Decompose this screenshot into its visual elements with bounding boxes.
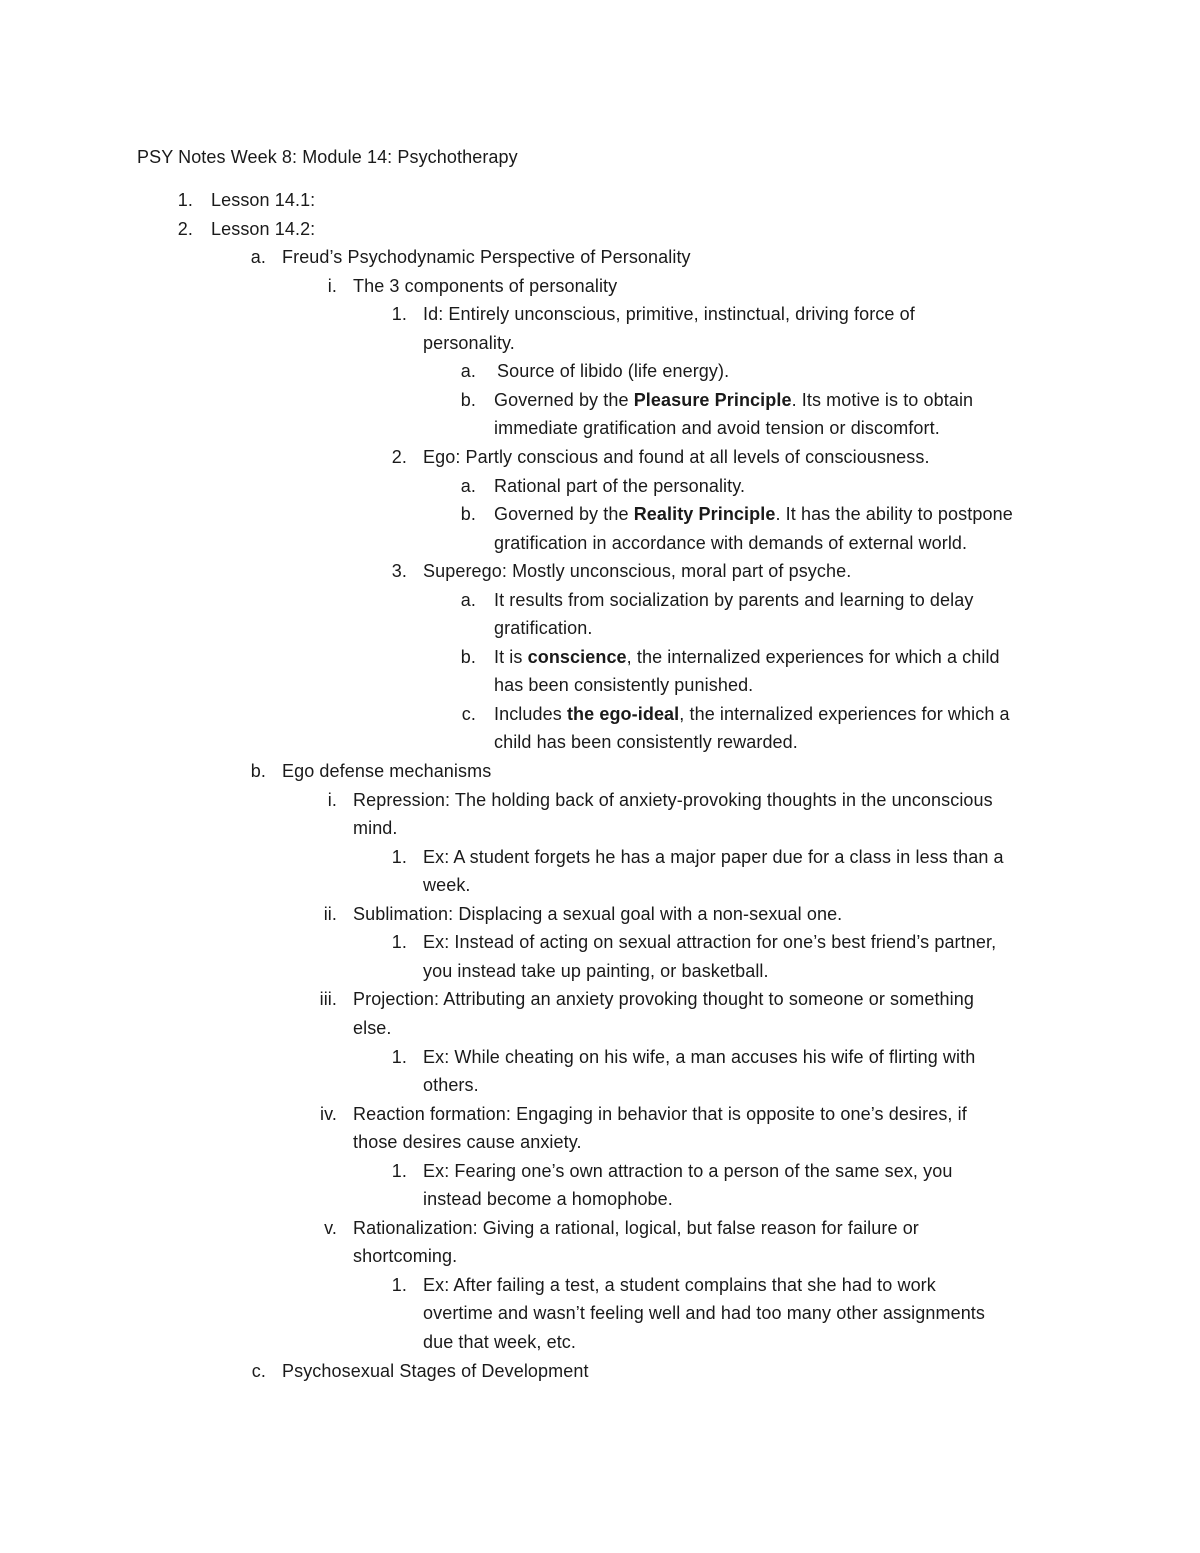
item-text [494, 388, 973, 412]
outline-item [0, 645, 1200, 669]
list-marker: 1. [391, 304, 407, 324]
text-run: Governed by the [494, 504, 634, 524]
list-marker: 1. [391, 1047, 407, 1067]
outline-item [0, 416, 1200, 440]
item-text: you instead take up painting, or basketball. [423, 961, 769, 981]
item-text: others. [423, 1075, 479, 1095]
outline-item [0, 1102, 1200, 1126]
item-text: instead become a homophobe. [423, 1189, 673, 1209]
outline-item [0, 788, 1200, 812]
outline-item [0, 1130, 1200, 1154]
item-text: It results from socialization by parents and learning to delay [494, 590, 974, 610]
item-text: Projection: Attributing an anxiety provoking thought to someone or something [353, 989, 974, 1009]
outline-item [0, 359, 1200, 383]
outline-item [0, 759, 1200, 783]
item-text: Lesson 14.1: [211, 190, 316, 210]
outline-item [0, 1244, 1200, 1268]
list-marker: a. [250, 247, 266, 267]
item-text: week. [423, 875, 471, 895]
outline-item [0, 1359, 1200, 1383]
bold-term: Reality Principle [633, 504, 776, 524]
list-marker: a. [460, 361, 476, 381]
outline-item [0, 331, 1200, 355]
list-marker: i. [327, 790, 337, 810]
item-text: Freud’s Psychodynamic Perspective of Personality [282, 247, 691, 267]
item-text: Ex: A student forgets he has a major paper due for a class in less than a [423, 847, 1004, 867]
outline-item [0, 1330, 1200, 1354]
text-run: Governed by the [494, 390, 634, 410]
outline-item [0, 302, 1200, 326]
item-text [494, 702, 1010, 726]
outline-item [0, 845, 1200, 869]
list-marker: ii. [323, 904, 337, 924]
item-text: mind. [353, 818, 398, 838]
outline-item [0, 1073, 1200, 1097]
outline-item [0, 616, 1200, 640]
outline-item [0, 1273, 1200, 1297]
list-marker: 1. [391, 847, 407, 867]
list-marker: iv. [320, 1104, 337, 1124]
outline-item [0, 388, 1200, 412]
text-run: . Its motive is to obtain [791, 390, 974, 410]
list-marker: a. [460, 476, 476, 496]
item-text: Rational part of the personality. [494, 476, 746, 496]
item-text: Rationalization: Giving a rational, logical, but false reason for failure or [353, 1218, 919, 1238]
item-text: Ego defense mechanisms [282, 761, 492, 781]
item-text: Superego: Mostly unconscious, moral part of psyche. [423, 561, 852, 581]
list-marker: i. [327, 276, 337, 296]
outline-item [0, 274, 1200, 298]
list-marker: 1. [391, 932, 407, 952]
text-run: It is [494, 647, 528, 667]
list-marker: b. [460, 647, 476, 667]
item-text: gratification in accordance with demands of external world. [494, 533, 968, 553]
item-text: Ego: Partly conscious and found at all levels of consciousness. [423, 447, 930, 467]
item-text: Ex: While cheating on his wife, a man accuses his wife of flirting with [423, 1047, 976, 1067]
outline-item [0, 188, 1200, 212]
item-text: Id: Entirely unconscious, primitive, instinctual, driving force of [423, 304, 915, 324]
list-marker: b. [250, 761, 266, 781]
list-marker: 1. [391, 1161, 407, 1181]
text-run: . It has the ability to postpone [775, 504, 1013, 524]
list-marker: 2. [391, 447, 407, 467]
text-run: , the internalized experiences for which a child [626, 647, 1000, 667]
outline-item [0, 1216, 1200, 1240]
outline-item [0, 559, 1200, 583]
outline-item [0, 445, 1200, 469]
item-text: else. [353, 1018, 392, 1038]
item-text: Sublimation: Displacing a sexual goal with a non-sexual one. [353, 904, 843, 924]
list-marker: c. [251, 1361, 266, 1381]
outline-item [0, 987, 1200, 1011]
outline-item [0, 673, 1200, 697]
bold-term: Pleasure Principle [633, 390, 792, 410]
item-text: child has been consistently rewarded. [494, 732, 798, 752]
item-text: Ex: After failing a test, a student complains that she had to work [423, 1275, 936, 1295]
text-run: Includes [494, 704, 567, 724]
outline-item [0, 730, 1200, 754]
outline-item [0, 474, 1200, 498]
item-text: due that week, etc. [423, 1332, 576, 1352]
outline-item [0, 502, 1200, 526]
list-marker: c. [461, 704, 476, 724]
outline-item [0, 1045, 1200, 1069]
item-text [494, 645, 1000, 669]
item-text: Lesson 14.2: [211, 219, 316, 239]
document-page: PSY Notes Week 8: Module 14: Psychotherapy 1. Lesson 14.1: 2. Lesson 14.2: a. Freud’s Psychodynamic Perspective of Personality i. The 3 components of personality 1. Id: Entirely unconscious, primitive, instinctual, driving force of personality. a. Source of libido (life energy). b. Governed by the Pleasure Principle. Its motive is to obtain immediate gratification and avoid tension or discomfort. 2. Ego: Partly conscious and found at all levels of consciousness. a. Rational part of the personality. b. Governed by the Reality Principle. It has the ability to postpone gratification in accordance with demands of external world. 3. Superego: Mostly unconscious, moral part of psyche. a. It results from socialization by parents and learning to delay gratification. b. It is conscience, the internalized experiences for which a child has been consistently punished. c. Includes the ego-ideal, the internalized experiences for which a child has been consistently rewarded. b. Ego defense mechanisms i. Repression: The holding back of anxiety-provoking thoughts in the unconscious mind. 1. Ex: A student forgets he has a major paper due for a class in less than a week. ii. Sublimation: Displacing a sexual goal with a non-sexual one. 1. Ex: Instead of acting on sexual attraction for one’s best friend’s partner, you instead take up painting, or basketball. iii. Projection: Attributing an anxiety provoking thought to someone or something else. 1. Ex: While cheating on his wife, a man accuses his wife of flirting with others. iv. Reaction formation: Engaging in behavior that is opposite to one’s desires, if those desires cause anxiety. 1. Ex: Fearing one’s own attraction to a person of the same sex, you instead become a homophobe. v. Rationalization: Giving a rational, logical, but false reason for failure or shortcoming. 1. Ex: After failing a test, a student complains that she had to work overtime and wasn’t feeling well and had too many other assignments due that week, etc. c. Psychosexual Stages of Development [0, 0, 1200, 1553]
outline-item [0, 873, 1200, 897]
outline-item [0, 588, 1200, 612]
item-text: Repression: The holding back of anxiety-provoking thoughts in the unconscious [353, 790, 993, 810]
list-marker: 2. [177, 219, 193, 239]
item-text: Psychosexual Stages of Development [282, 1361, 589, 1381]
outline-item [0, 702, 1200, 726]
item-text: Reaction formation: Engaging in behavior that is opposite to one’s desires, if [353, 1104, 967, 1124]
outline-item [0, 902, 1200, 926]
item-text: gratification. [494, 618, 593, 638]
outline-item [0, 959, 1200, 983]
outline-item [0, 1187, 1200, 1211]
item-text: those desires cause anxiety. [353, 1132, 582, 1152]
list-marker: a. [460, 590, 476, 610]
list-marker: b. [460, 390, 476, 410]
text-run: , the internalized experiences for which a [679, 704, 1010, 724]
item-text: overtime and wasn’t feeling well and had too many other assignments [423, 1303, 986, 1323]
item-text [494, 502, 1013, 526]
bold-term: the ego-ideal [566, 704, 680, 724]
outline-item [0, 1159, 1200, 1183]
item-text: Ex: Fearing one’s own attraction to a person of the same sex, you [423, 1161, 953, 1181]
outline-item [0, 930, 1200, 954]
outline-item [0, 1016, 1200, 1040]
list-marker: 1. [391, 1275, 407, 1295]
list-marker: iii. [319, 989, 337, 1009]
item-text: Ex: Instead of acting on sexual attraction for one’s best friend’s partner, [423, 932, 997, 952]
item-text: immediate gratification and avoid tension or discomfort. [494, 418, 940, 438]
bold-term: conscience [527, 647, 627, 667]
outline-item [0, 531, 1200, 555]
item-text: The 3 components of personality [353, 276, 618, 296]
outline-item [0, 245, 1200, 269]
outline-item [0, 217, 1200, 241]
item-text: Source of libido (life energy). [497, 361, 730, 381]
outline-item [0, 1301, 1200, 1325]
list-marker: 1. [177, 190, 193, 210]
item-text: has been consistently punished. [494, 675, 754, 695]
list-marker: 3. [391, 561, 407, 581]
item-text: shortcoming. [353, 1246, 458, 1266]
item-text: personality. [423, 333, 515, 353]
outline-item [0, 816, 1200, 840]
list-marker: b. [460, 504, 476, 524]
list-marker: v. [324, 1218, 337, 1238]
